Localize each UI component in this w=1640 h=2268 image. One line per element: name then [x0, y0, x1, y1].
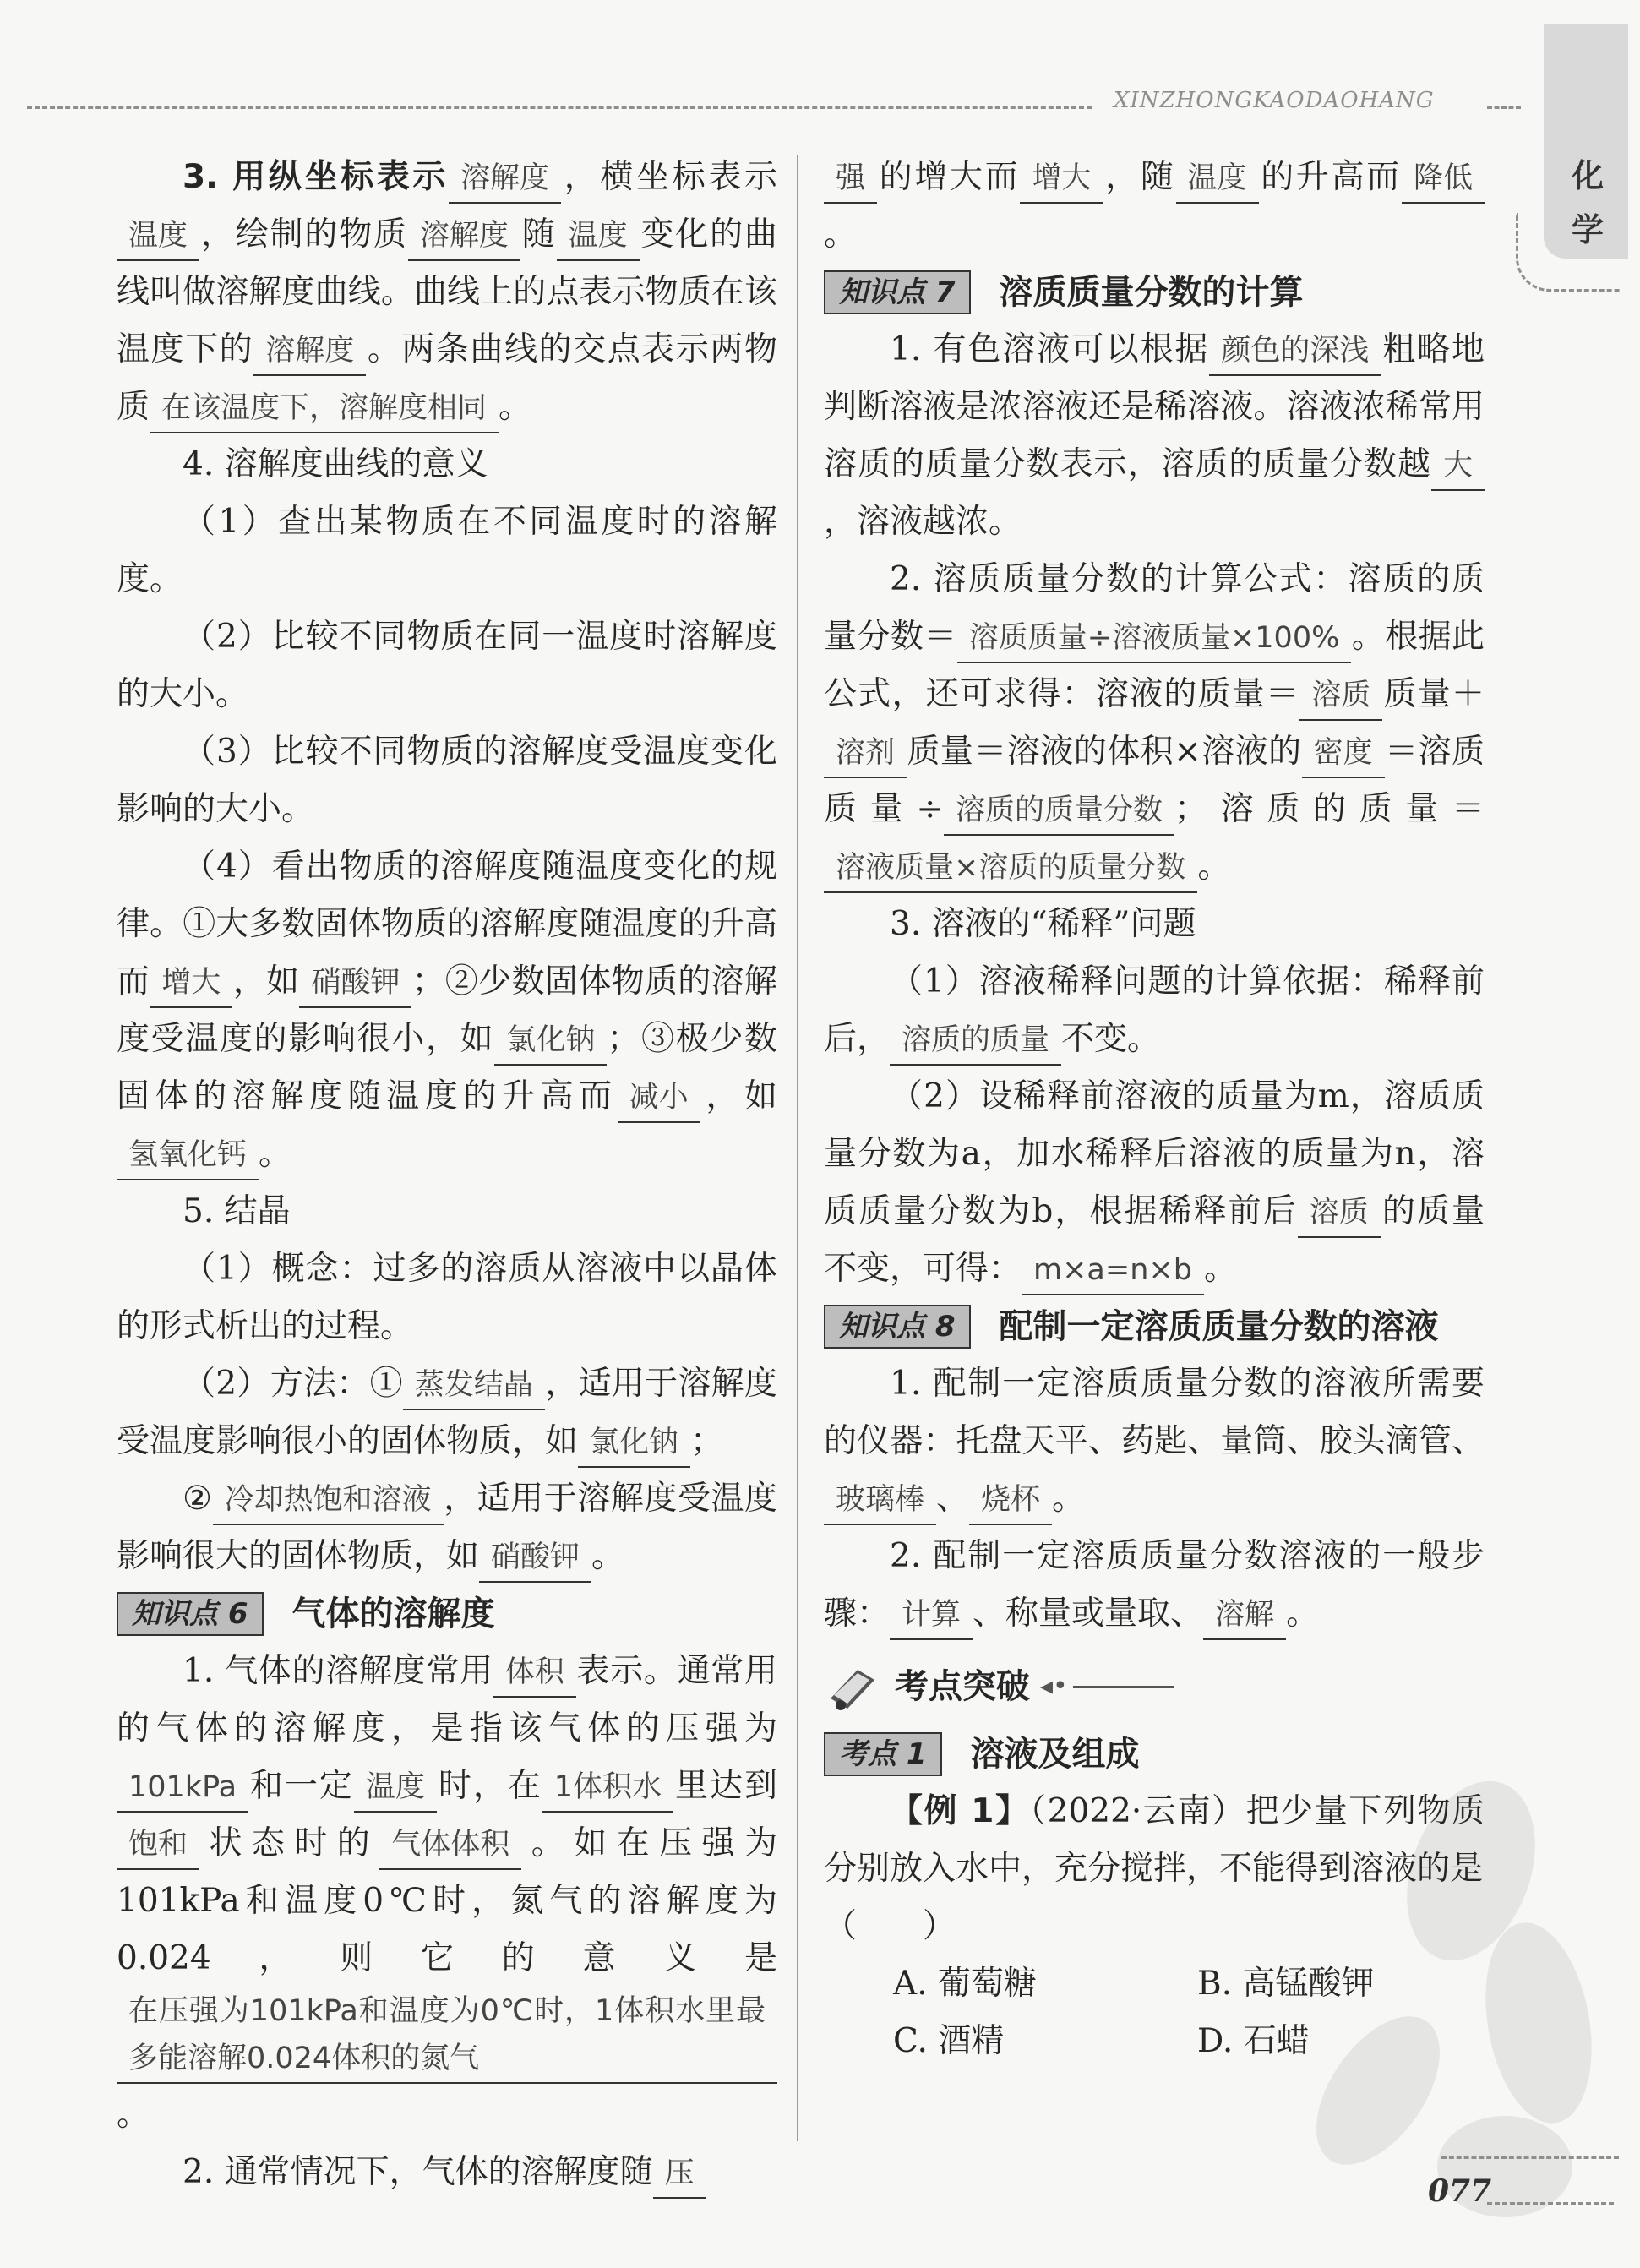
text: 2. 溶质质量分数的计算公式：溶质的质量分数＝: [824, 560, 1485, 656]
blank: 溶解度: [253, 327, 366, 376]
running-title: XINZHONGKAODAOHANG: [1114, 88, 1435, 113]
calc-3-title: 3. 溶液的“稀释”问题: [890, 905, 1196, 943]
text: ②: [183, 1480, 213, 1518]
right-column: [824, 149, 1485, 2070]
text: ，适用于溶解度受温度影响很大的固体物质，如: [117, 1480, 777, 1575]
text: 的增大而: [877, 158, 1021, 196]
blank: 密度: [1302, 729, 1385, 778]
blank: 气体体积: [379, 1821, 521, 1870]
blank: 降低: [1402, 155, 1485, 204]
text: 1. 有色溶液可以根据: [890, 330, 1210, 368]
blank: m×a=n×b: [1022, 1246, 1204, 1295]
text: 。两条曲线的交点表示两物质: [117, 330, 777, 426]
blank: 温度: [117, 212, 199, 261]
subject-tab-label: 化学: [1571, 157, 1604, 248]
blank: 温度: [1176, 155, 1259, 204]
section-tag: 考点 1: [824, 1732, 942, 1776]
blank: 溶解: [1203, 1591, 1286, 1640]
text: （2022·云南）把少量下列物质分别放入水中，充分搅拌，不能得到溶液的是: [824, 1792, 1485, 1888]
blank: 温度: [557, 212, 640, 261]
blank: 溶质: [1299, 672, 1382, 721]
text: （1）溶液稀释问题的计算依据：稀释前后，: [824, 962, 1485, 1058]
option-b: B. 高锰酸钾: [1197, 1965, 1375, 2003]
prep-1: [824, 1355, 1485, 1528]
text: ，绘制的物质: [199, 215, 408, 254]
blank: 玻璃棒: [824, 1476, 936, 1525]
item-4-title: 4. 溶解度曲线的意义: [183, 445, 488, 483]
blank: 蒸发结晶: [403, 1361, 545, 1410]
section-6-heading: [117, 1585, 777, 1643]
text: （4）看出物质的溶解度随温度变化的规律。①大多数固体物质的溶解度随温度的升高而: [117, 848, 777, 1000]
blank: 烧杯: [969, 1476, 1052, 1525]
gas-1: [117, 1643, 777, 2144]
text: 质量＝溶液的体积×溶液的: [907, 733, 1302, 771]
column-divider: [797, 155, 798, 2141]
blank: 溶液质量×溶质的质量分数: [824, 844, 1197, 893]
arrow-icon: ◂•: [1040, 1671, 1068, 1701]
answer-paren: （ ）: [824, 1907, 956, 1945]
text: 。: [824, 215, 858, 254]
section-title: 溶液及组成: [970, 1735, 1140, 1774]
item-5-title: 5. 结晶: [183, 1192, 291, 1230]
blank: 氢氧化钙: [117, 1131, 259, 1180]
text: 表示。通常用的气体的溶解度，是指该气体的压强为: [117, 1652, 777, 1747]
item-3-lead: 3. 用纵坐标表示: [183, 158, 450, 196]
text: ，横坐标表示: [561, 158, 777, 196]
item-4-2: （2）比较不同物质在同一温度时溶解度的大小。: [117, 618, 777, 713]
blank: 101kPa: [117, 1764, 248, 1813]
text: ＝溶质质量÷: [824, 733, 1485, 828]
text: （2）方法：①: [183, 1365, 403, 1403]
pencil-book-icon: [824, 1661, 883, 1712]
section-title: 配制一定溶质质量分数的溶液: [999, 1307, 1439, 1346]
text: 。: [1286, 1595, 1320, 1633]
tab-curve-decoration: [1516, 213, 1620, 292]
item-4-3: （3）比较不同物质的溶解度受温度变化影响的大小。: [117, 733, 777, 828]
gas-2-cont: [824, 149, 1485, 264]
text: 变化的曲线叫做溶解度曲线。曲线上的点表示物质在该温度下的: [117, 215, 777, 368]
text: ，如: [232, 962, 300, 1000]
text: 1. 气体的溶解度常用: [183, 1652, 493, 1690]
text: 2. 配制一定溶质质量分数溶液的一般步骤：: [824, 1537, 1485, 1633]
text: 时，在: [436, 1767, 542, 1805]
blank: 溶剂: [824, 729, 907, 778]
text: 质量＋: [1382, 675, 1485, 713]
section-tag: 知识点 6: [117, 1592, 264, 1636]
text: 、: [936, 1480, 970, 1518]
text: 。: [259, 1135, 292, 1173]
blank: 在压强为101kPa和温度为0℃时，1体积水里最多能溶解0.024体积的氮气: [117, 1987, 777, 2084]
blank: 硝酸钾: [299, 959, 411, 1008]
text: ；③极少数固体的溶解度随温度的升高而: [117, 1020, 777, 1115]
text: 。根据此公式，还可求得：溶液的质量＝: [824, 618, 1485, 713]
blank: 颜色的深浅: [1209, 327, 1381, 376]
blank: 溶解度: [408, 212, 520, 261]
text: 不变。: [1061, 1020, 1161, 1058]
text: 的质量不变，可得：: [824, 1192, 1485, 1288]
blank: 冷却热饱和溶液: [213, 1476, 444, 1525]
text: 、称量或量取、: [973, 1595, 1204, 1633]
example-label: 【例 1】: [890, 1792, 1030, 1830]
blank: 增大: [150, 959, 232, 1008]
blank: 溶质质量÷溶液质量×100%: [957, 614, 1352, 663]
blank: 减小: [618, 1074, 700, 1123]
option-c: C. 酒精: [893, 2022, 1005, 2060]
calc-1: [824, 321, 1485, 551]
section-tag: 知识点 8: [824, 1305, 971, 1349]
text: 。: [1052, 1480, 1086, 1518]
text: ，适用于溶解度受温度影响很小的固体物质，如: [117, 1365, 777, 1460]
text: 。如在压强为101kPa和温度0℃时，氮气的溶解度为0.024，则它的意义是: [117, 1824, 777, 1977]
item-5-3: [117, 1470, 777, 1585]
example-1: [824, 1783, 1485, 1898]
section-8-heading: [824, 1298, 1485, 1355]
text: ，随: [1103, 158, 1176, 196]
header-rule: [27, 106, 1092, 109]
section-tag: 知识点 7: [824, 270, 971, 314]
blank: 体积: [493, 1649, 576, 1698]
banner-rule: [1073, 1686, 1174, 1688]
text: 1. 配制一定溶质质量分数的溶液所需要的仪器：托盘天平、药匙、量筒、胶头滴管、: [824, 1365, 1485, 1460]
calc-3-1: [824, 953, 1485, 1068]
header-rule-end: [1487, 106, 1521, 109]
text: 2. 通常情况下，气体的溶解度随: [183, 2153, 653, 2191]
text: 。: [591, 1537, 625, 1575]
blank: 溶质: [1298, 1189, 1381, 1238]
item-4-1: （1）查出某物质在不同温度时的溶解度。: [117, 503, 777, 598]
item-4-4: [117, 838, 777, 1183]
text: 。: [1203, 1250, 1237, 1288]
blank: 计算: [890, 1591, 973, 1640]
blank: 溶质的质量分数: [944, 787, 1174, 836]
left-column: [117, 149, 777, 2201]
text: 粗略地判断溶液是浓溶液还是稀溶液。溶液浓稀常用溶质的质量分数表示，溶质的质量分数越: [824, 330, 1485, 483]
blank: 在该温度下，溶解度相同: [150, 384, 499, 433]
calc-3-2: [824, 1068, 1485, 1298]
blank: 硝酸钾: [479, 1534, 591, 1583]
blank: 增大: [1020, 155, 1103, 204]
blank: 温度: [354, 1764, 437, 1813]
section-title: 溶质质量分数的计算: [999, 273, 1304, 312]
text: 。: [1197, 848, 1231, 886]
options: [893, 1955, 1485, 2070]
text: 和一定: [248, 1767, 354, 1805]
blank: 氯化钠: [578, 1419, 690, 1468]
page-number: 077: [1428, 2173, 1492, 2209]
calc-2: [824, 551, 1485, 896]
section-7-heading: [824, 264, 1485, 321]
prep-2: [824, 1528, 1485, 1643]
text: （2）设稀释前溶液的质量为m，溶质质量分数为a，加水稀释后溶液的质量为n，溶质质量分数为b，根据稀释前后: [824, 1077, 1485, 1230]
blank: 强: [824, 155, 877, 204]
section-title: 气体的溶解度: [291, 1595, 495, 1633]
blank: 溶解度: [449, 155, 561, 204]
text: 状态时的: [199, 1824, 380, 1862]
blank: 1体积水: [542, 1764, 673, 1813]
text: ，溶液越浓。: [824, 503, 1022, 541]
item-5-1: （1）概念：过多的溶质从溶液中以晶体的形式析出的过程。: [117, 1250, 777, 1345]
item-5-2: [117, 1355, 777, 1470]
blank: 氯化钠: [494, 1017, 607, 1066]
text: ；: [690, 1422, 724, 1460]
banner-title: 考点突破: [895, 1667, 1030, 1706]
text: 里达到: [673, 1767, 777, 1805]
exam-banner: [824, 1658, 1485, 1715]
exam-point-1-heading: [824, 1726, 1485, 1783]
footer-rule-2: [1487, 2202, 1614, 2205]
blank: 饱和: [117, 1821, 199, 1870]
text: 。: [499, 388, 532, 426]
text: 随: [520, 215, 557, 254]
text: ；②少数固体物质的溶解度受温度的影响很小，如: [117, 962, 777, 1058]
option-d: D. 石蜡: [1197, 2022, 1310, 2060]
blank: 压: [653, 2150, 706, 2199]
text: ，如: [700, 1077, 777, 1115]
option-a: A. 葡萄糖: [893, 1965, 1037, 2003]
item-3: [117, 149, 777, 436]
text: ；溶质的质量＝: [1174, 790, 1485, 828]
gas-2: [117, 2144, 777, 2201]
blank: 溶质的质量: [890, 1017, 1061, 1066]
footer-rule: [1441, 2156, 1619, 2159]
blank: 大: [1431, 442, 1485, 491]
text: 的升高而: [1258, 158, 1402, 196]
text: 。: [117, 2096, 150, 2134]
